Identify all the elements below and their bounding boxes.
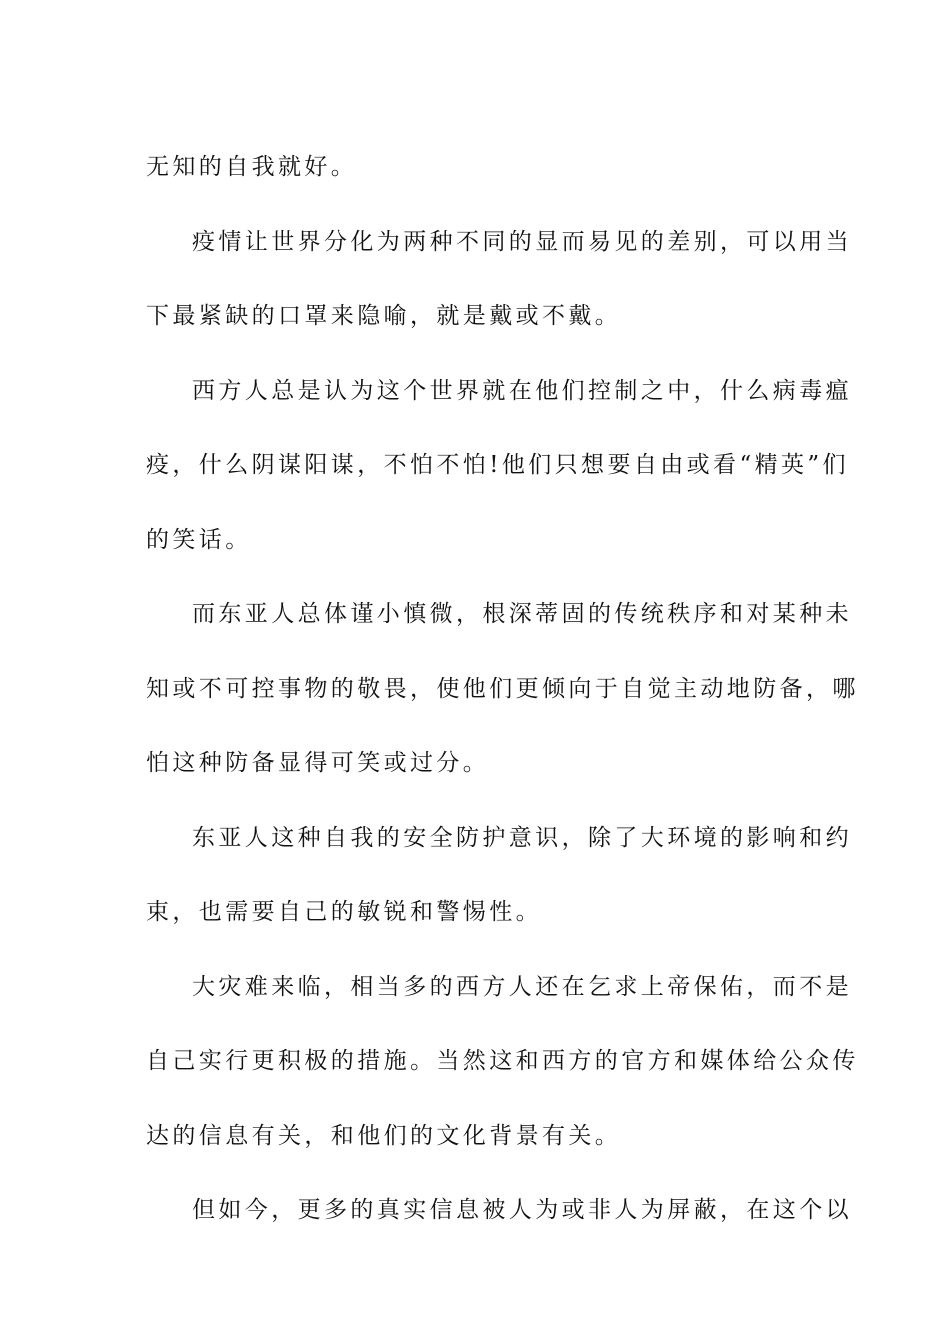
- text-line: 东亚人这种自我的安全防护意识，除了大环境的影响和约: [192, 824, 852, 851]
- document-body: [146, 130, 859, 1248]
- text-line: 疫，什么阴谋阳谋，不怕不怕!他们只想要自由或看“精英”们: [146, 452, 849, 478]
- text-line: 的笑话。: [146, 526, 252, 553]
- paragraph-5: [146, 801, 852, 950]
- text-line: 达的信息有关，和他们的文化背景有关。: [146, 1122, 622, 1149]
- text-line: 疫情让世界分化为两种不同的显而易见的差别，可以用当: [192, 228, 852, 255]
- text-line: 束，也需要自己的敏锐和警惕性。: [146, 899, 542, 925]
- text-line: 西方人总是认为这个世界就在他们控制之中，什么病毒瘟: [192, 377, 852, 404]
- paragraph-3: [146, 354, 852, 578]
- text-line: 下最紧缺的口罩来隐喻，就是戴或不戴。: [146, 303, 622, 329]
- paragraph-7: [146, 1173, 852, 1248]
- text-line: 无知的自我就好。: [146, 154, 358, 180]
- text-line: 自己实行更积极的措施。当然这和西方的官方和媒体给公众传: [146, 1048, 859, 1074]
- paragraph-2: [146, 205, 852, 354]
- text-line: 知或不可控事物的敬畏，使他们更倾向于自觉主动地防备，哪: [146, 675, 859, 702]
- paragraph-6: [146, 950, 859, 1174]
- paragraph-1: [146, 130, 806, 205]
- paragraph-4: [146, 577, 859, 801]
- text-line: 但如今，更多的真实信息被人为或非人为屏蔽，在这个以: [192, 1197, 852, 1223]
- text-line: 怕这种防备显得可笑或过分。: [146, 750, 490, 776]
- text-line: 而东亚人总体谨小慎微，根深蒂固的传统秩序和对某种未: [192, 601, 852, 627]
- text-line: 大灾难来临，相当多的西方人还在乞求上帝保佑，而不是: [192, 973, 852, 1000]
